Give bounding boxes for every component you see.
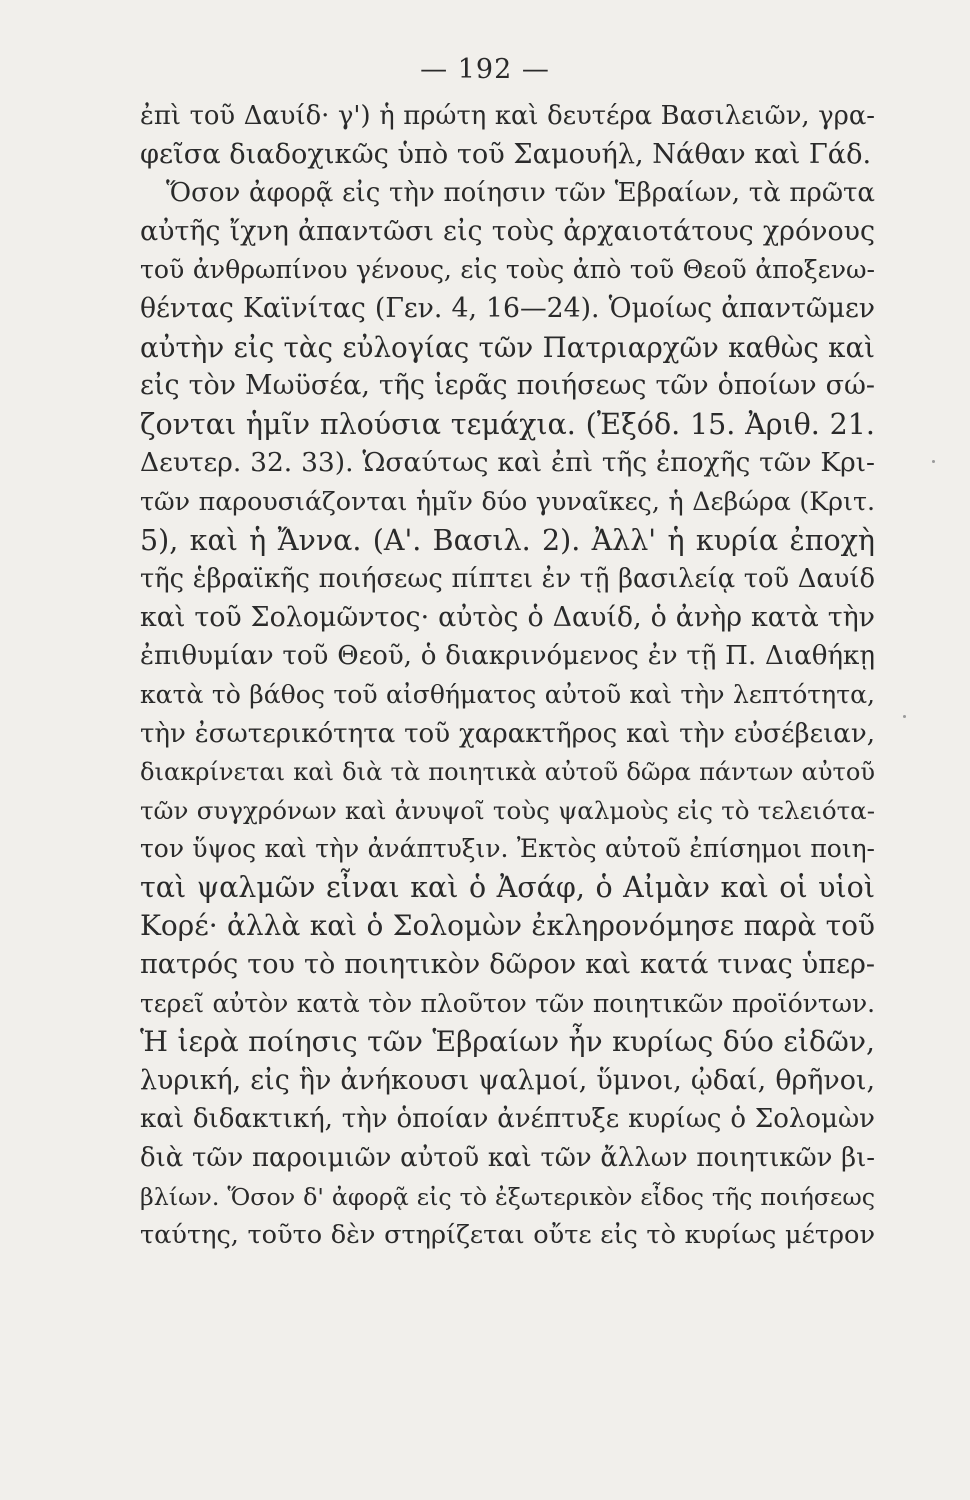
paper-speck [903, 715, 906, 718]
text-line: 5), καὶ ἡ Ἄννα. (Α'. Βασιλ. 2). Ἀλλ' ἡ κυρία ἐποχὴ [140, 523, 875, 557]
text-line: Δευτερ. 32. 33). Ὡσαύτως καὶ ἐπὶ τῆς ἐποχῆς τῶν Κρι- [140, 447, 875, 479]
body-text [140, 97, 875, 1255]
text-line: ταύτης, τοῦτο δὲν στηρίζεται οὔτε εἰς τὸ κυρίως μέτρον [140, 1220, 875, 1251]
text-line: λυρική, εἰς ἣν ἀνήκουσι ψαλμοί, ὕμνοι, ᾠδαί, θρῆνοι, [140, 1064, 875, 1096]
text-line: ἐπὶ τοῦ Δαυίδ· γ') ἡ πρώτη καὶ δευτέρα Βασιλειῶν, γρα- [140, 101, 875, 131]
text-line: διὰ τῶν παροιμιῶν αὐτοῦ καὶ τῶν ἄλλων ποιητικῶν βι- [140, 1143, 875, 1174]
text-line: τῶν παρουσιάζονται ἡμῖν δύο γυναῖκες, ἡ Δεβώρα (Κριτ. [140, 486, 875, 516]
text-line: Ὅσον ἀφορᾷ εἰς τὴν ποίησιν τῶν Ἑβραίων, τὰ πρῶτα [166, 178, 875, 209]
text-line: Ἡ ἱερὰ ποίησις τῶν Ἑβραίων ἦν κυρίως δύο εἰδῶν, [140, 1025, 875, 1059]
text-line: ἐπιθυμίαν τοῦ Θεοῦ, ὁ διακρινόμενος ἐν τῇ Π. Διαθήκῃ [140, 641, 875, 672]
text-line: τοῦ ἀνθρωπίνου γένους, εἰς τοὺς ἀπὸ τοῦ Θεοῦ ἀποξενω- [140, 255, 875, 285]
page-number: — 192 — [420, 54, 550, 85]
text-line: εἰς τὸν Μωϋσέα, τῆς ἱερᾶς ποιήσεως τῶν ὁποίων σώ- [140, 370, 875, 402]
text-line: τὴν ἐσωτερικότητα τοῦ χαρακτῆρος καὶ τὴν εὐσέβειαν, [140, 718, 875, 749]
text-line: πατρός του τὸ ποιητικὸν δῶρον καὶ κατά τινας ὑπερ- [140, 949, 875, 981]
text-line: φεῖσα διαδοχικῶς ὑπὸ τοῦ Σαμουήλ, Νάθαν καὶ Γάδ. [140, 138, 872, 170]
text-line: τῶν συγχρόνων καὶ ἀνυψοῖ τοὺς ψαλμοὺς εἰς τὸ τελειότα- [140, 795, 875, 825]
text-line: Κορέ· ἀλλὰ καὶ ὁ Σολομὼν ἐκληρονόμησε παρὰ τοῦ [140, 909, 875, 943]
text-line: θέντας Καϊνίτας (Γεν. 4, 16—24). Ὁμοίως ἀπαντῶμεν [140, 292, 875, 324]
text-line: καὶ διδακτική, τὴν ὁποίαν ἀνέπτυξε κυρίως ὁ Σολομὼν [140, 1104, 875, 1135]
text-line: τῆς ἑβραϊκῆς ποιήσεως πίπτει ἐν τῇ βασιλείᾳ τοῦ Δαυίδ [140, 564, 875, 595]
text-line: αὐτῆς ἴχνη ἀπαντῶσι εἰς τοὺς ἀρχαιοτάτους χρόνους [140, 215, 875, 247]
text-line: τον ὕψος καὶ τὴν ἀνάπτυξιν. Ἐκτὸς αὐτοῦ ἐπίσημοι ποιη- [140, 834, 875, 864]
text-line: διακρίνεται καὶ διὰ τὰ ποιητικὰ αὐτοῦ δῶρα πάντων αὐτοῦ [140, 758, 875, 787]
text-line: αὐτὴν εἰς τὰς εὐλογίας τῶν Πατριαρχῶν καθὼς καὶ [140, 330, 875, 364]
paper-speck [932, 460, 935, 463]
text-line: κατὰ τὸ βάθος τοῦ αἰσθήματος αὐτοῦ καὶ τὴν λεπτότητα, [140, 679, 875, 709]
text-line: βλίων. Ὅσον δ' ἀφορᾷ εἰς τὸ ἐξωτερικὸν εἶδος τῆς ποιήσεως [140, 1182, 875, 1211]
text-line: τερεῖ αὐτὸν κατὰ τὸν πλοῦτον τῶν ποιητικῶν προϊόντων. [140, 988, 875, 1018]
text-line: ταὶ ψαλμῶν εἶναι καὶ ὁ Ἀσάφ, ὁ Αἰμὰν καὶ οἱ υἱοὶ [140, 870, 875, 904]
text-line: καὶ τοῦ Σολομῶντος· αὐτὸς ὁ Δαυίδ, ὁ ἀνὴρ κατὰ τὴν [140, 601, 875, 633]
text-line: ζονται ἡμῖν πλούσια τεμάχια. (Ἐξόδ. 15. Ἀριθ. 21. [140, 407, 875, 441]
